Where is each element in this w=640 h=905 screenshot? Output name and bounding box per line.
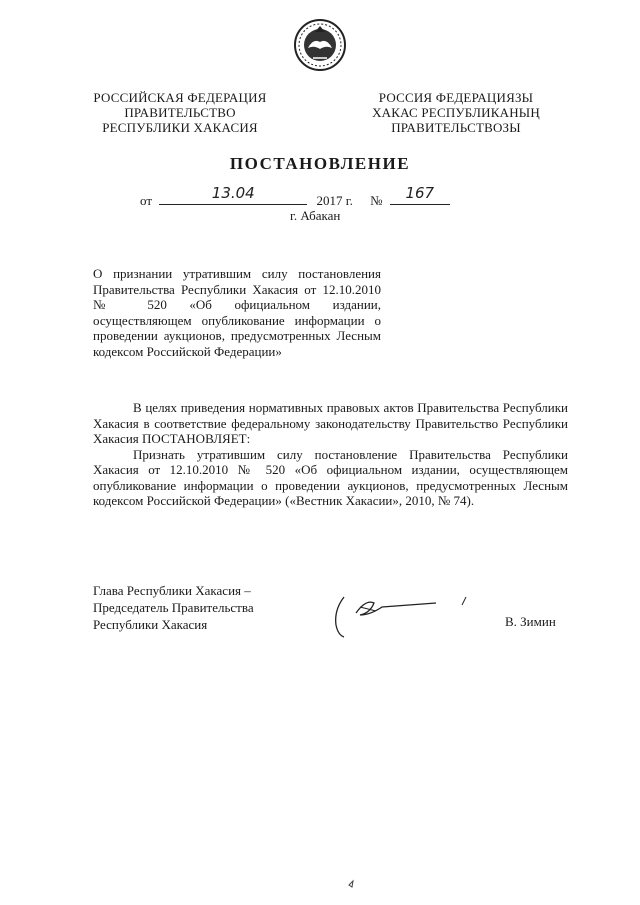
header-right-line-3: ПРАВИТЕЛЬСТВОЗЫ [391,120,521,135]
header-left-line-1: РОССИЙСКАЯ ФЕДЕРАЦИЯ [93,90,267,105]
header-left [80,90,280,135]
number-sign: № [370,193,383,208]
date-field [159,184,307,205]
header-right-line-1: РОССИЯ ФЕДЕРАЦИЯЗЫ [378,90,534,105]
signatory-name: В. Зимин [505,614,556,629]
date-handwritten: 13.04 [211,184,255,202]
signatory-line-1: Глава Республики Хакасия – [93,583,251,598]
body-paragraph-1: В целях приведения нормативных правовых актов Правительства Республики Хакасия в соответствие федеральному законодательству Правительство Республики Хакасия ПОСТАНОВЛЯЕТ: [93,400,568,446]
year-label: 2017 г. [316,193,353,208]
body-paragraph-2: Признать утратившим силу постановление Правительства Республики Хакасия от 12.10.2010 № 520 «Об официальном издании, осуществляющем опубликование информации о проведении аукционов, предусмотренных Лесным кодексом Российской Федерации» («Вестник Хакасии», 2010, № 74). [93,446,568,508]
header-left-line-3: РЕСПУБЛИКИ ХАКАСИЯ [102,120,258,135]
handwritten-signature [326,585,486,645]
header-right-line-2: ХАКАС РЕСПУБЛИКАНЫҢ [372,105,540,120]
signatory-line-3: Республики Хакасия [93,617,208,632]
date-prefix: от [140,193,153,208]
signatory-line-2: Председатель Правительства [93,600,254,615]
city-label: г. Абакан [290,208,341,223]
number-field [390,184,450,205]
header-left-line-2: ПРАВИТЕЛЬСТВО [124,105,236,120]
date-line [140,184,500,209]
document-body [93,400,568,509]
document-title: ПОСТАНОВЛЕНИЕ [229,154,411,173]
number-handwritten: 167 [405,184,435,202]
subject-text: О признании утратившим силу постановления Правительства Республики Хакасия от 12.10.2010 № 520 «Об официальном издании, осуществляющем опубликование информации о проведении аукционов, предусмотренных Лесным кодексом Российской Федерации» [93,266,381,359]
stray-mark-icon [346,876,360,890]
coat-of-arms-icon [293,18,347,72]
signatory-position [93,582,254,633]
header-right [356,90,556,135]
